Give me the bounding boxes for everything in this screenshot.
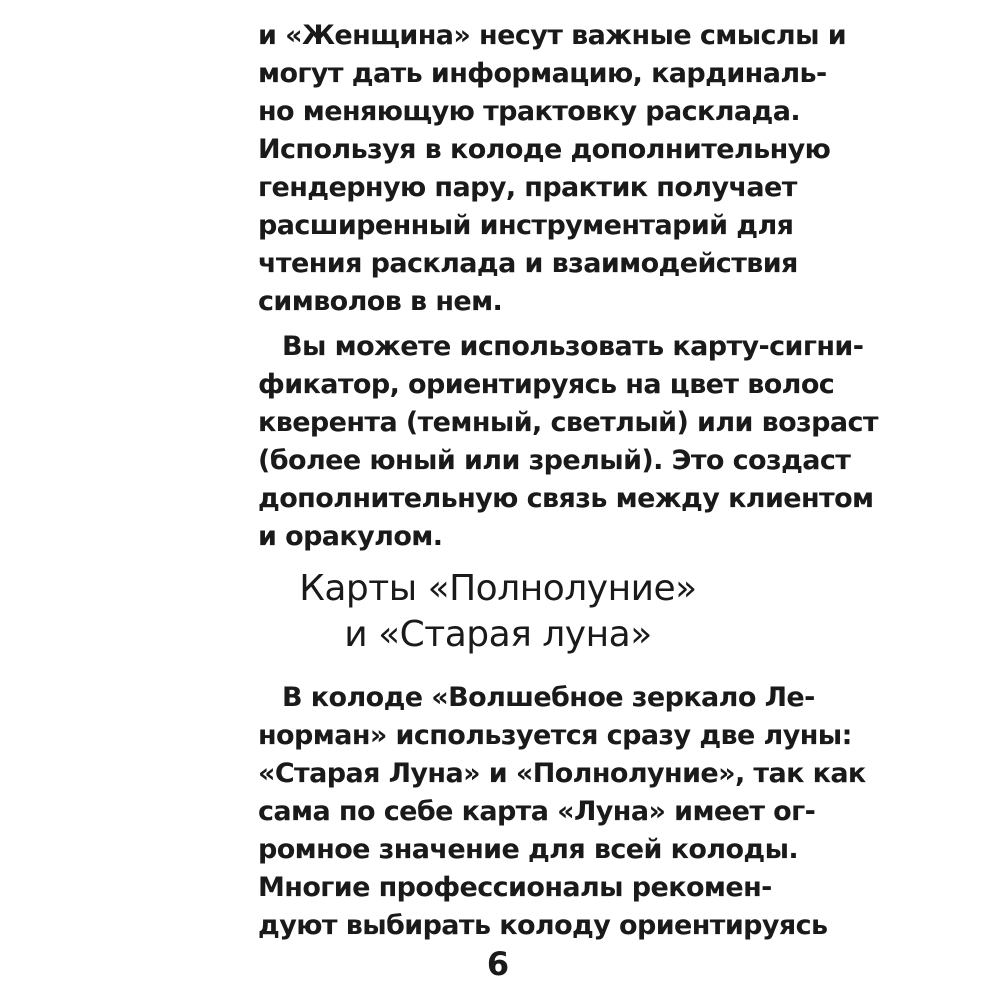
text-line: расширенный инструментарий для bbox=[258, 210, 794, 241]
text-line: В колоде «Волшебное зеркало Ле- bbox=[282, 682, 815, 713]
text-line: дуют выбирать колоду ориентируясь bbox=[258, 910, 828, 941]
text-line: но меняющую трактовку расклада. bbox=[258, 96, 801, 127]
text-line: «Старая Луна» и «Полнолуние», так как bbox=[258, 758, 866, 789]
text-line: ромное значение для всей колоды. bbox=[258, 834, 799, 865]
book-page bbox=[258, 18, 878, 983]
text-line: и «Женщина» несут важные смыслы и bbox=[258, 20, 847, 51]
text-line: чтения расклада и взаимодействия bbox=[258, 248, 798, 279]
text-line: и оракулом. bbox=[258, 521, 443, 552]
text-line: кверента (темный, светлый) или возраст bbox=[258, 407, 878, 438]
text-line: сама по себе карта «Луна» имеет ог- bbox=[258, 796, 816, 827]
text-line: гендерную пару, практик получает bbox=[258, 172, 797, 203]
text-line: Вы можете использовать карту-сигни- bbox=[282, 331, 864, 362]
page-number: 6 bbox=[486, 945, 510, 983]
text-line: фикатор, ориентируясь на цвет волос bbox=[258, 369, 835, 400]
text-line: Многие профессионалы рекомен- bbox=[258, 872, 772, 903]
text-line: символов в нем. bbox=[258, 286, 503, 317]
heading-line-2: и «Старая луна» bbox=[344, 614, 652, 655]
text-line: (более юный или зрелый). Это создаст bbox=[258, 445, 851, 476]
text-line: дополнительную связь между клиентом bbox=[258, 483, 874, 514]
text-line: норман» используется сразу две луны: bbox=[258, 720, 852, 751]
heading-line-1: Карты «Полнолуние» bbox=[299, 568, 697, 609]
text-line: могут дать информацию, кардиналь- bbox=[258, 58, 827, 89]
text-line: Используя в колоде дополнительную bbox=[258, 134, 831, 165]
